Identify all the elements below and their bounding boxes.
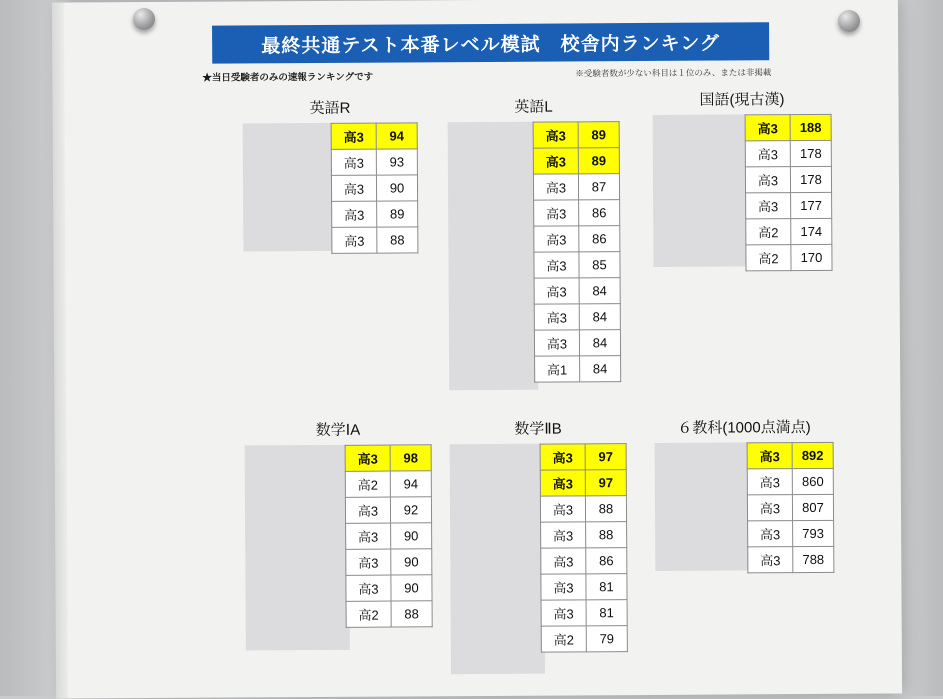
rank-table <box>540 443 628 653</box>
rank-block-title: 数学ⅠA <box>315 421 361 440</box>
rank-block-title: 数学ⅡB <box>514 420 562 438</box>
table-row <box>540 470 626 497</box>
grade-cell: 高3 <box>541 522 586 548</box>
rank-table <box>345 444 433 628</box>
grade-cell: 高3 <box>540 444 585 470</box>
grade-cell: 高3 <box>345 445 390 471</box>
rank-table-body <box>747 442 834 573</box>
score-cell: 90 <box>391 523 432 549</box>
note-right: ※受験者数が少ない科目は１位のみ、または非掲載 <box>575 67 772 79</box>
rank-table-wrap <box>331 122 419 254</box>
score-cell: 92 <box>390 497 431 523</box>
rank-table-body <box>540 444 627 653</box>
table-row <box>746 218 832 245</box>
rank-block-math-2b <box>449 417 627 653</box>
grade-cell: 高3 <box>540 496 585 522</box>
rank-block-title: 英語L <box>514 98 553 116</box>
pushpin-left <box>133 8 155 30</box>
score-cell: 86 <box>586 548 627 574</box>
table-row <box>345 497 431 524</box>
table-row <box>533 122 619 149</box>
rank-table-body <box>345 445 432 628</box>
grade-cell: 高3 <box>331 149 376 175</box>
name-mask <box>243 123 336 252</box>
grade-cell: 高3 <box>534 330 579 356</box>
score-cell: 89 <box>578 148 619 174</box>
score-cell: 793 <box>793 520 834 546</box>
score-cell: 98 <box>390 445 431 471</box>
score-cell: 178 <box>790 166 831 192</box>
table-row <box>534 278 620 305</box>
score-cell: 170 <box>791 244 832 270</box>
grade-cell: 高3 <box>345 497 390 523</box>
grade-cell: 高3 <box>746 193 791 219</box>
rank-table-wrap <box>747 442 835 574</box>
grade-cell: 高3 <box>748 521 793 547</box>
rank-block-eigo-l <box>447 95 621 383</box>
table-row <box>745 114 831 141</box>
table-row <box>346 601 432 628</box>
grade-cell: 高2 <box>746 245 791 271</box>
grade-cell: 高3 <box>533 122 578 148</box>
score-cell: 93 <box>376 149 417 175</box>
grade-cell: 高3 <box>541 600 586 626</box>
grade-cell: 高3 <box>534 226 579 252</box>
score-cell: 85 <box>579 252 620 278</box>
table-row <box>747 468 833 495</box>
table-row <box>541 548 627 575</box>
pushpin-right <box>838 10 860 32</box>
score-cell: 79 <box>586 626 627 652</box>
score-cell: 84 <box>579 330 620 356</box>
score-cell: 88 <box>377 227 418 253</box>
grade-cell: 高3 <box>541 548 586 574</box>
score-cell: 81 <box>586 600 627 626</box>
grade-cell: 高3 <box>745 141 790 167</box>
table-row <box>346 523 432 550</box>
rank-block-title: 英語R <box>309 99 351 118</box>
grade-cell: 高3 <box>745 115 790 141</box>
name-mask <box>448 122 539 391</box>
score-cell: 90 <box>391 549 432 575</box>
table-row <box>534 304 620 331</box>
table-row <box>534 330 620 357</box>
page-title: 最終共通テスト本番レベル模試 校舎内ランキング <box>261 33 721 57</box>
rank-block-kokugo <box>652 88 832 272</box>
poster-title-banner <box>212 22 769 63</box>
table-row <box>346 575 432 602</box>
grade-cell: 高3 <box>534 252 579 278</box>
table-row <box>748 520 834 547</box>
grade-cell: 高3 <box>533 148 578 174</box>
table-row <box>346 549 432 576</box>
score-cell: 86 <box>579 226 620 252</box>
grade-cell: 高3 <box>534 278 579 304</box>
score-cell: 86 <box>579 200 620 226</box>
grade-cell: 高2 <box>345 471 390 497</box>
score-cell: 90 <box>376 175 417 201</box>
poster-sheet <box>62 0 902 699</box>
score-cell: 89 <box>578 122 619 148</box>
table-row <box>535 356 621 383</box>
table-row <box>533 174 619 201</box>
table-row <box>541 574 627 601</box>
score-cell: 88 <box>391 601 432 627</box>
grade-cell: 高3 <box>346 523 391 549</box>
rank-table-wrap <box>745 114 833 272</box>
grade-cell: 高2 <box>541 626 586 652</box>
table-row <box>745 140 831 167</box>
grade-cell: 高3 <box>745 167 790 193</box>
grade-cell: 高3 <box>332 201 377 227</box>
score-cell: 178 <box>790 140 831 166</box>
score-cell: 84 <box>579 278 620 304</box>
table-row <box>533 148 619 175</box>
rank-table <box>331 122 419 254</box>
score-cell: 177 <box>791 192 832 218</box>
table-row <box>534 200 620 227</box>
table-row <box>745 166 831 193</box>
grade-cell: 高3 <box>534 200 579 226</box>
grade-cell: 高3 <box>747 443 792 469</box>
table-row <box>332 201 418 228</box>
grade-cell: 高3 <box>747 495 792 521</box>
score-cell: 90 <box>391 575 432 601</box>
rank-block-title: 国語(現古漢) <box>699 91 785 109</box>
rank-table-wrap <box>533 121 622 383</box>
grade-cell: 高3 <box>346 549 391 575</box>
grade-cell: 高3 <box>540 470 585 496</box>
name-mask <box>450 444 545 675</box>
score-cell: 88 <box>586 522 627 548</box>
grade-cell: 高3 <box>332 227 377 253</box>
score-cell: 788 <box>793 546 834 572</box>
table-row <box>540 496 626 523</box>
rank-block-eigo-r <box>242 96 418 254</box>
rank-table-body <box>331 123 418 254</box>
table-row <box>748 546 834 573</box>
score-cell: 94 <box>376 123 417 149</box>
table-row <box>345 445 431 472</box>
grade-cell: 高3 <box>331 175 376 201</box>
score-cell: 94 <box>390 471 431 497</box>
rank-table <box>745 114 833 272</box>
score-cell: 88 <box>585 496 626 522</box>
name-mask <box>655 442 752 571</box>
score-cell: 81 <box>586 574 627 600</box>
table-row <box>331 149 417 176</box>
table-row <box>541 626 627 653</box>
rank-block-six-subjects <box>654 416 834 574</box>
score-cell: 89 <box>377 201 418 227</box>
rank-table <box>747 442 835 574</box>
table-row <box>540 444 626 471</box>
score-cell: 860 <box>792 468 833 494</box>
score-cell: 892 <box>792 442 833 468</box>
score-cell: 188 <box>790 114 831 140</box>
table-row <box>746 244 832 271</box>
table-row <box>746 192 832 219</box>
table-row <box>345 471 431 498</box>
rank-table-wrap <box>345 444 433 628</box>
rank-table-body <box>745 114 832 271</box>
table-row <box>541 600 627 627</box>
grade-cell: 高3 <box>331 123 376 149</box>
table-row <box>747 442 833 469</box>
name-mask <box>653 114 750 267</box>
grade-cell: 高3 <box>346 575 391 601</box>
score-cell: 87 <box>578 174 619 200</box>
note-left: ★当日受験者のみの速報ランキングです <box>202 71 374 84</box>
table-row <box>534 252 620 279</box>
score-cell: 807 <box>792 494 833 520</box>
table-row <box>331 175 417 202</box>
table-row <box>541 522 627 549</box>
score-cell: 97 <box>585 470 626 496</box>
grade-cell: 高2 <box>746 219 791 245</box>
grade-cell: 高1 <box>535 356 580 382</box>
score-cell: 174 <box>791 218 832 244</box>
grade-cell: 高3 <box>533 174 578 200</box>
name-mask <box>245 445 350 651</box>
score-cell: 97 <box>585 444 626 470</box>
rank-block-title: ６教科(1000点満点) <box>677 418 811 437</box>
grade-cell: 高3 <box>541 574 586 600</box>
rank-block-math-1a <box>244 418 432 628</box>
table-row <box>331 123 417 150</box>
grade-cell: 高2 <box>346 601 391 627</box>
grade-cell: 高3 <box>534 304 579 330</box>
score-cell: 84 <box>579 304 620 330</box>
rank-table-body <box>533 122 621 383</box>
rank-table <box>533 121 622 383</box>
grade-cell: 高3 <box>747 469 792 495</box>
rank-table-wrap <box>540 443 628 653</box>
table-row <box>332 227 418 254</box>
table-row <box>534 226 620 253</box>
table-row <box>747 494 833 521</box>
grade-cell: 高3 <box>748 547 793 573</box>
score-cell: 84 <box>580 356 621 382</box>
